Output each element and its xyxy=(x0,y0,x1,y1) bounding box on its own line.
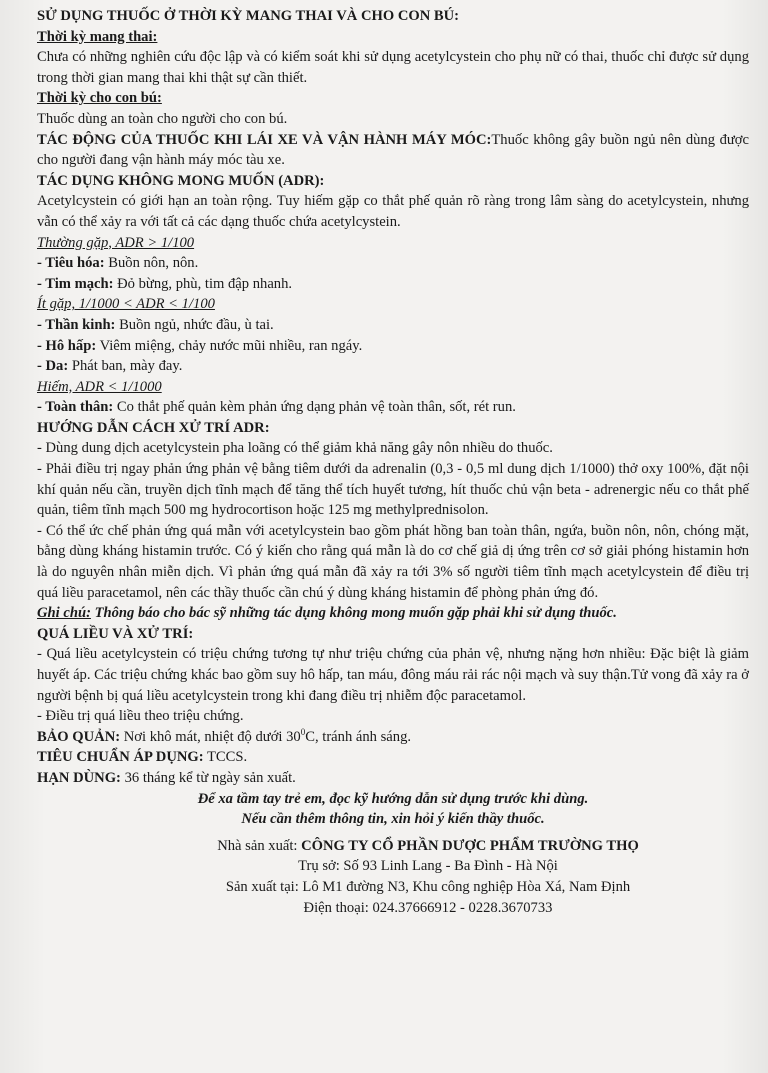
overdose-text: - Quá liều acetylcystein có triệu chứng tương tự như triệu chứng của phản vệ, nhưng nặng hơn nhiều: Đặc biệt là giảm huyết áp. Các triệu chứng khác bao gồm suy hô hấp, tan máu, đông máu rải rác nội mạch và suy thận.Tử vong đã xảy ra ở người bệnh bị quá liều acetylcystein trong khi đang điều trị nhiễm độc paracetamol. xyxy=(37,646,749,704)
expiry-line xyxy=(37,768,749,789)
warning-line: Để xa tầm tay trẻ em, đọc kỹ hướng dẫn sử dụng trước khi dùng. xyxy=(197,790,589,807)
standard-label: TIÊU CHUẨN ÁP DỤNG: xyxy=(37,749,204,766)
adr-uncommon-label: Ít gặp, 1/1000 < ADR < 1/100 xyxy=(37,296,215,313)
warning-line: Nếu cần thêm thông tin, xin hỏi ý kiến thầy thuốc. xyxy=(241,811,545,828)
expiry-text: 36 tháng kể từ ngày sản xuất. xyxy=(120,769,296,786)
adr-item-label: - Tim mạch: xyxy=(37,275,114,292)
standard-text: TCCS. xyxy=(203,749,248,766)
adr-item-text: Đỏ bừng, phù, tim đập nhanh. xyxy=(113,275,293,292)
manufacturer-block xyxy=(37,836,749,918)
note-paragraph xyxy=(37,603,749,624)
pregnancy-label: Thời kỳ mang thai: xyxy=(37,28,158,45)
storage-text-after: C, tránh ánh sáng. xyxy=(305,728,412,745)
adr-item-label: - Toàn thân: xyxy=(37,399,114,416)
leaflet-content xyxy=(37,6,749,918)
driving-paragraph xyxy=(37,130,749,171)
driving-section-title: TÁC ĐỘNG CỦA THUỐC KHI LÁI XE VÀ VẬN HÀNH MÁY MÓC: xyxy=(37,131,492,148)
lactation-text: Thuốc dùng an toàn cho người cho con bú. xyxy=(37,110,288,127)
adr-item-text: Viêm miệng, chảy nước mũi nhiều, ran ngáy. xyxy=(96,337,363,354)
adr-rare-item xyxy=(37,397,749,418)
manufacturer-hq: Trụ sở: Số 93 Linh Lang - Ba Đình - Hà Nội xyxy=(298,858,558,875)
storage-text: Nơi khô mát, nhiệt độ dưới 30 xyxy=(120,728,301,745)
lactation-label: Thời kỳ cho con bú: xyxy=(37,90,162,107)
storage-label: BẢO QUẢN: xyxy=(37,728,121,745)
adr-item-label: - Hô hấp: xyxy=(37,337,97,354)
adr-item-text: Co thắt phế quản kèm phản ứng dạng phản vệ toàn thân, sốt, rét run. xyxy=(113,399,516,416)
degree-mark: 0 xyxy=(300,726,306,737)
standard-line xyxy=(37,747,749,768)
adr-common-item xyxy=(37,253,749,274)
handling-item: - Dùng dung dịch acetylcystein pha loãng có thể giảm khả năng gây nôn nhiều do thuốc. xyxy=(37,440,553,457)
adr-item-label: - Da: xyxy=(37,358,69,375)
adr-rare-label: Hiếm, ADR < 1/1000 xyxy=(37,378,162,395)
adr-item-text: Buồn ngủ, nhức đầu, ù tai. xyxy=(115,316,274,333)
handling-section-title: HƯỚNG DẪN CÁCH XỬ TRÍ ADR: xyxy=(37,419,270,436)
adr-item-text: Phát ban, mày đay. xyxy=(68,358,183,375)
adr-uncommon-item xyxy=(37,315,749,336)
overdose-treatment: - Điều trị quá liều theo triệu chứng. xyxy=(37,708,244,725)
adr-section-title: TÁC DỤNG KHÔNG MONG MUỐN (ADR): xyxy=(37,172,325,189)
adr-intro: Acetylcystein có giới hạn an toàn rộng. Tuy hiếm gặp co thắt phế quản rõ ràng trong lâm sàng do acetylcystein, nhưng vẫn có thể xảy ra với tất cả các dạng thuốc chứa acetylcystein. xyxy=(37,193,749,230)
handling-item: - Có thể ức chế phản ứng quá mẫn với acetylcystein bao gồm phát hồng ban toàn thân, ngứa, buồn nôn, nôn, chóng mặt, bằng dùng kháng histamin trước. Có ý kiến cho rằng quá mẫn là do cơ chế giả dị ứng trên cơ sở giải phóng histamin hơn là do nguyên nhân miễn dịch. Vì phản ứng quá mẫn đã xảy ra tới 3% số người tiêm tĩnh mạch acetylcystein để điều trị quá liều paracetamol, nên các thầy thuốc cần chú ý dùng kháng histamin để phòng phản ứng đó. xyxy=(37,522,749,601)
note-text: Thông báo cho bác sỹ những tác dụng không mong muốn gặp phải khi sử dụng thuốc. xyxy=(90,605,617,622)
adr-uncommon-item xyxy=(37,356,749,377)
manufacturer-line xyxy=(107,836,749,857)
expiry-label: HẠN DÙNG: xyxy=(37,769,121,786)
handling-item: - Phải điều trị ngay phản ứng phản vệ bằng tiêm dưới da adrenalin (0,3 - 0,5 ml dung dịch 1/1000) thở oxy 100%, đặt nội khí quản nếu cần, truyền dịch tĩnh mạch để tăng thể tích huyết tương, hít thuốc chủ vận beta - adrenergic nếu co thắt phế quản, tiêm tĩnh mạch 500 mg hydrocortison hoặc 125 mg methylprednisolon. xyxy=(37,461,749,519)
adr-common-item xyxy=(37,274,749,295)
pregnancy-text: Chưa có những nghiên cứu độc lập và có kiểm soát khi sử dụng acetylcystein cho phụ nữ có thai, thuốc chỉ được sử dụng trong thời gian mang thai khi thật sự cần thiết. xyxy=(37,49,749,86)
pregnancy-section-title: SỬ DỤNG THUỐC Ở THỜI KỲ MANG THAI VÀ CHO CON BÚ: xyxy=(37,8,460,24)
manufacturer-label: Nhà sản xuất: xyxy=(217,837,298,854)
adr-uncommon-item xyxy=(37,336,749,357)
driving-text: Thuốc không gây buồn ngủ nên dùng được cho người đang vận hành máy móc tàu xe. xyxy=(37,131,749,169)
adr-item-label: - Thần kinh: xyxy=(37,316,116,333)
manufacturer-company: CÔNG TY CỔ PHẦN DƯỢC PHẨM TRƯỜNG THỌ xyxy=(301,837,639,854)
adr-item-text: Buồn nôn, nôn. xyxy=(104,255,199,272)
manufacturer-factory: Sản xuất tại: Lô M1 đường N3, Khu công nghiệp Hòa Xá, Nam Định xyxy=(225,878,631,895)
adr-item-label: - Tiêu hóa: xyxy=(37,255,105,272)
storage-line xyxy=(37,727,749,748)
adr-common-label: Thường gặp, ADR > 1/100 xyxy=(37,234,195,251)
overdose-section-title: QUÁ LIỀU VÀ XỬ TRÍ: xyxy=(37,625,194,642)
note-label: Ghi chú: xyxy=(37,605,91,622)
manufacturer-phone: Điện thoại: 024.37666912 - 0228.3670733 xyxy=(303,899,553,916)
